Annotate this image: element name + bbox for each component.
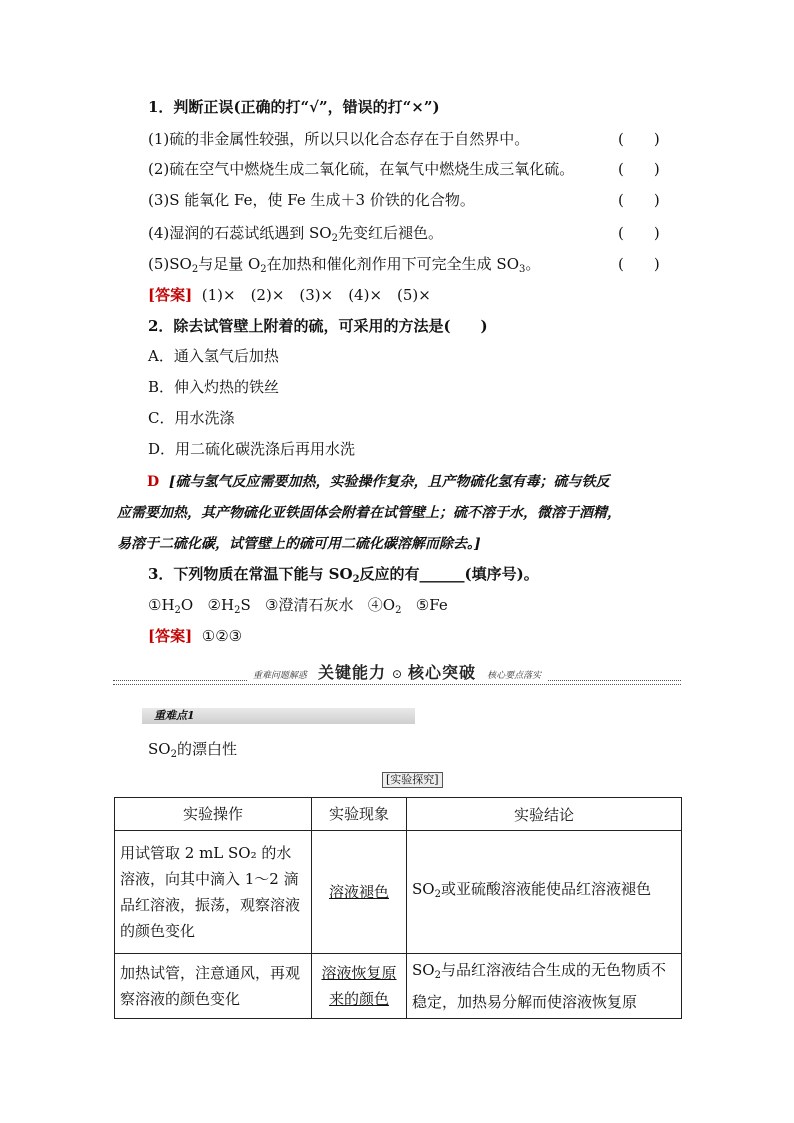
- q1-item-3-paren: ( ): [618, 191, 660, 209]
- section-banner: [113, 662, 681, 690]
- q2-answer-letter: D: [147, 474, 160, 490]
- q1-item-4-paren: ( ): [618, 224, 660, 242]
- banner-title-2: 核心突破: [408, 663, 477, 682]
- topic-title: $SO_2$的漂白性: [148, 740, 237, 760]
- q2-explanation: D [硫与氢气反应需要加热，实验操作复杂，且产物硫化氢有毒；硫与铁反: [147, 474, 610, 490]
- q1-item-4: (4)湿润的石蕊试纸遇到 $SO_2$先变红后褪色。: [148, 224, 443, 244]
- q1-title: 1．判断正误(正确的打“√”，错误的打“×”): [148, 98, 440, 116]
- q2-option-a: A．通入氢气后加热: [148, 347, 279, 365]
- table-row: [115, 954, 682, 1019]
- q2-option-d: D．用二硫化碳洗涤后再用水洗: [148, 440, 356, 458]
- q1-item-5-paren: ( ): [618, 255, 660, 273]
- q1-answer-text: (1)× (2)× (3)× (4)× (5)×: [201, 286, 431, 304]
- row1-operation: 用试管取 2 mL SO₂ 的水溶液，向其中滴入 1～2 滴品红溶液，振荡，观察溶液的颜色变化: [115, 831, 312, 954]
- row2-conclusion: $SO_2$与品红溶液结合生成的无色物质不稳定，加热易分解而使溶液恢复原: [407, 954, 682, 1019]
- q1-item-1: (1)硫的非金属性较强，所以只以化合态存在于自然界中。: [148, 130, 530, 148]
- q2-option-c: C．用水洗涤: [148, 409, 235, 427]
- header-conclusion: 实验结论: [407, 798, 682, 831]
- row2-phenomenon: 溶液恢复原来的颜色: [312, 954, 407, 1019]
- key-point-label: 重难点1: [154, 709, 195, 722]
- q1-item-2: (2)硫在空气中燃烧生成二氧化硫，在氧气中燃烧生成三氧化硫。: [148, 160, 575, 178]
- row2-operation: 加热试管，注意通风，再观察溶液的颜色变化: [115, 954, 312, 1019]
- key-point-bar: [142, 708, 415, 724]
- banner-right-text: 核心要点落实: [487, 671, 542, 681]
- experiment-table: [114, 797, 682, 1019]
- q1-answer: [148, 284, 431, 306]
- header-operation: 实验操作: [115, 798, 312, 831]
- q1-item-2-paren: ( ): [618, 160, 660, 178]
- q3-options: $①H_2O$ $②H_2S$ ③澄清石灰水 $④O_2$ ⑤Fe: [148, 596, 448, 616]
- table-header-row: [115, 798, 682, 831]
- experiment-label: [实验探究]: [382, 772, 443, 788]
- banner-title-1: 关键能力: [317, 663, 386, 682]
- q2-option-b: B．伸入灼热的铁丝: [148, 378, 280, 396]
- row1-conclusion: $SO_2$或亚硫酸溶液能使品红溶液褪色: [407, 831, 682, 954]
- q3-answer: [148, 625, 242, 647]
- q2-explanation-3: 易溶于二硫化碳，试管壁上的硫可用二硫化碳溶解而除去。]: [117, 536, 481, 552]
- answer-label: [答案]: [148, 286, 193, 304]
- banner-left-text: 重难问题解惑: [252, 671, 307, 681]
- q1-item-3: (3)S 能氧化 Fe，使 Fe 生成＋3 价铁的化合物。: [148, 191, 475, 209]
- q2-explanation-2: 应需要加热，其产物硫化亚铁固体会附着在试管壁上；硫不溶于水，微溶于酒精，: [117, 505, 621, 521]
- q2-title: 2．除去试管壁上附着的硫，可采用的方法是( ): [148, 317, 488, 335]
- q3-answer-text: ①②③: [201, 627, 243, 645]
- q1-item-5: $(5)SO_2$与足量 $O_2$在加热和催化剂作用下可完全生成 $SO_3$。: [148, 255, 541, 275]
- header-phenomenon: 实验现象: [312, 798, 407, 831]
- q3-title: 3．下列物质在常温下能与 $SO_2$反应的有______(填序号)。: [148, 565, 539, 585]
- answer-label: [答案]: [148, 627, 193, 645]
- q1-item-1-paren: ( ): [618, 130, 660, 148]
- table-row: [115, 831, 682, 954]
- banner-separator-icon: ⊙: [391, 667, 403, 681]
- row1-phenomenon: 溶液褪色: [312, 831, 407, 954]
